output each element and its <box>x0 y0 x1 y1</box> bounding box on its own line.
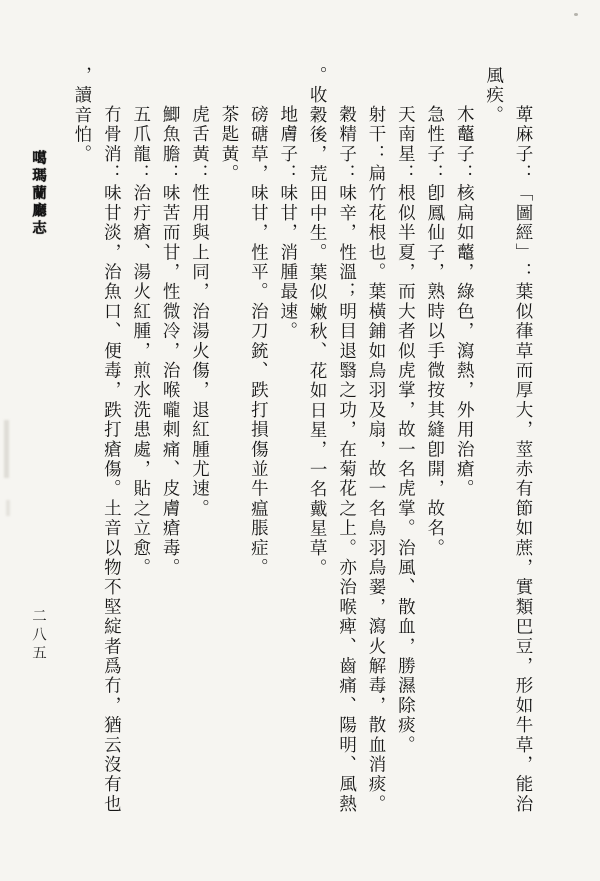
text-block <box>68 66 539 822</box>
page-number: 二八五 <box>30 608 46 664</box>
running-title: 噶瑪蘭廳志 <box>30 150 46 238</box>
text-column: 地膚子：味甘，消腫最速。 <box>278 105 299 342</box>
text-column: 風疾。 <box>484 66 505 126</box>
text-column: 。收穀後，荒田中生。葉似嫩秋、花如日星，一名戴星草。 <box>308 66 329 579</box>
text-column: 冇骨消：味甘淡，治魚口、便毒，跌打瘡傷。土音以物不堅綻者爲冇，猶云沒有也 <box>102 105 123 815</box>
text-column: 五爪龍：治疔瘡、湯火紅腫，煎水洗患處，貼之立愈。 <box>131 105 152 578</box>
text-column: ，讀音怕。 <box>72 66 93 165</box>
scan-speckle <box>574 13 578 16</box>
text-column: 磅磄草，味甘，性平。治刀銃、跌打損傷並牛瘟脹症。 <box>249 105 270 578</box>
text-column: 穀精子：味辛，性溫；明目退翳之功，在菊花之上。亦治喉痺、齒痛、陽明、風熱 <box>337 105 358 815</box>
text-column: 茶匙黃。 <box>219 105 240 184</box>
text-column: 急性子：卽鳳仙子，熟時以手微按其縫卽開，故名。 <box>425 105 446 559</box>
text-column: 萆麻子：「圖經」：葉似葎草而厚大，莖赤有節如蔗，實類巴豆，形如牛草，能治 <box>514 105 534 815</box>
scan-smudge <box>6 500 10 516</box>
scan-smudge <box>4 420 9 478</box>
text-column: 鯽魚膽：味苦而甘，性微冷，治喉嚨刺痛、皮膚瘡毒。 <box>161 105 182 578</box>
text-column: 天南星：根似半夏，而大者似虎掌，故一名虎掌。治風、散血，勝濕除痰。 <box>396 105 417 756</box>
text-column: 虎舌黃：性用與上同，治湯火傷，退紅腫尤速。 <box>190 105 211 519</box>
text-column: 射干：扁竹花根也。葉橫鋪如鳥羽及扇，故一名鳥羽鳥翣，瀉火解毒，散血消痰。 <box>366 105 387 815</box>
text-column: 木虌子：核扁如虌，綠色，瀉熱，外用治瘡。 <box>455 105 476 499</box>
